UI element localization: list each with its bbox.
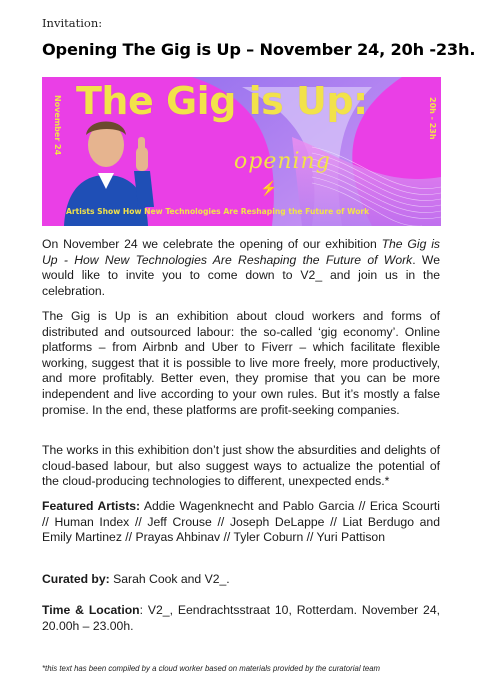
banner-subtitle: Artists Show How New Technologies Are Reshaping the Future of Work <box>66 207 370 216</box>
time-location <box>42 603 440 634</box>
time-location-label: Time & Location <box>42 603 140 617</box>
invitation-label: Invitation: <box>42 16 103 30</box>
description-paragraph: The Gig is Up is an exhibition about cloud workers and forms of distributed and outsourced labour: the so-called ‘gig economy’. Online platforms – from Airbnb and Uber to Fiverr – which facilitate flexible working, suggest that it is possible to live more freely, more productively, and more profitably. Better even, they promise that you can be more independent and live according to your own rules. But it’s mostly a false promise. In the end, these platforms are profit-seeking companies. <box>42 309 440 417</box>
exhibition-title: The Gig is Up - How New Technologies Are Reshaping the Future of Work <box>42 237 440 267</box>
intro-paragraph <box>42 237 440 299</box>
banner-time-right: 20h - 23h <box>428 97 437 140</box>
event-banner <box>42 77 441 226</box>
featured-artists-label: Featured Artists: <box>42 499 141 513</box>
banner-title: The Gig is Up: <box>76 79 368 123</box>
works-paragraph: The works in this exhibition don’t just show the absurdities and delights of cloud-based labour, but also suggest ways to actualize the potential of the cloud-producing technologies to different, unexpected ends.* <box>42 443 440 489</box>
intro-text-start: On November 24 we celebrate the opening of our exhibition <box>42 237 382 251</box>
curated-by-label: Curated by: <box>42 572 110 586</box>
lightning-bolt-icon: ⚡ <box>260 182 278 197</box>
featured-artists <box>42 499 440 546</box>
curated-by <box>42 572 440 588</box>
intro-text-end: . We would like to invite you to come down to V2_ and join us in the celebration. <box>42 252 440 298</box>
page-title: Opening The Gig is Up – November 24, 20h -23h. <box>42 40 476 59</box>
curated-by-names: Sarah Cook and V2_. <box>109 572 230 586</box>
featured-artists-list: Addie Wagenknecht and Pablo Garcia // Erica Scourti // Human Index // Jeff Crouse // Joseph DeLappe // Liat Berdugo and Emily Martinez // Prayas Ahbinav // Tyler Coburn // Yuri Pattison <box>42 499 440 545</box>
footnote: *this text has been compiled by a cloud worker based on materials provided by the curatorial team <box>42 664 381 673</box>
banner-date-left: November 24 <box>53 95 62 156</box>
time-location-details: : V2_, Eendrachtsstraat 10, Rotterdam. November 24, 20.00h – 23.00h. <box>42 603 440 633</box>
banner-opening-text: opening <box>234 149 331 174</box>
